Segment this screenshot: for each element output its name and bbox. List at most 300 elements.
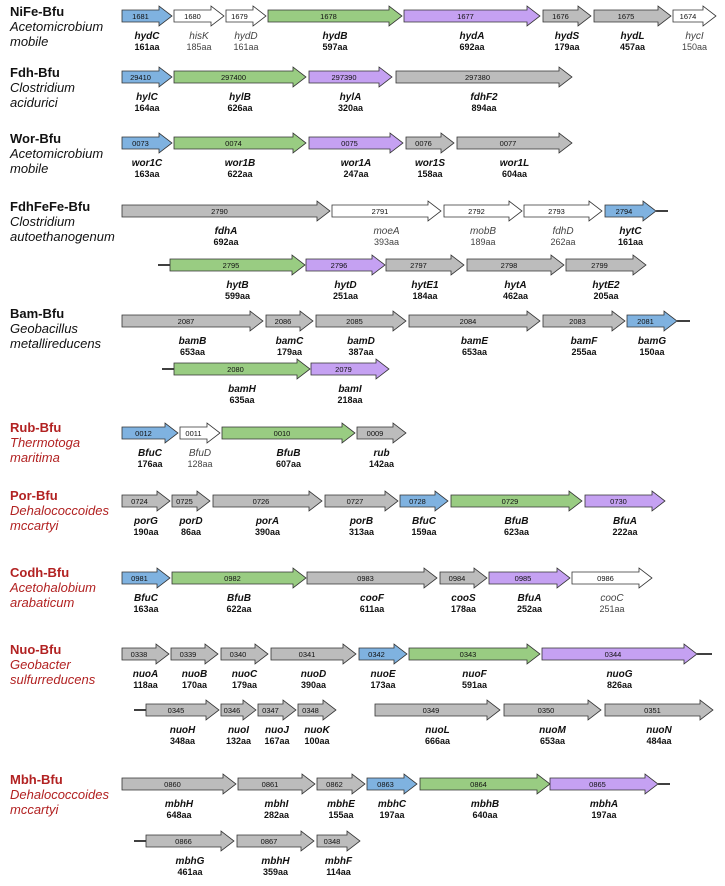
gene-name: nuoM bbox=[539, 725, 566, 736]
gene-row bbox=[134, 831, 360, 877]
gene-hisK bbox=[174, 6, 224, 52]
gene-name: hytC bbox=[619, 226, 642, 237]
gene-locus-id: 0073 bbox=[132, 138, 149, 148]
gene-length: 247aa bbox=[343, 169, 369, 179]
gene-length: 163aa bbox=[133, 604, 159, 614]
gene-name: BfuC bbox=[134, 593, 158, 604]
gene-length: 170aa bbox=[181, 680, 208, 690]
gene-fdhD bbox=[524, 201, 602, 247]
gene-name: wor1C bbox=[131, 158, 163, 169]
organism-name: Acetomicrobium bbox=[10, 19, 104, 34]
gene-name: mobB bbox=[469, 226, 497, 237]
gene-name: mbhF bbox=[324, 856, 353, 867]
gene-porG bbox=[122, 491, 170, 537]
gene-row bbox=[122, 491, 665, 537]
gene-length: 626aa bbox=[227, 103, 253, 113]
gene-length: 653aa bbox=[461, 347, 488, 357]
gene-name: hytE2 bbox=[592, 280, 620, 291]
gene-locus-id: 0074 bbox=[225, 138, 242, 148]
gene-locus-id: 0339 bbox=[179, 649, 197, 659]
gene-row bbox=[122, 423, 406, 469]
gene-length: 604aa bbox=[501, 169, 528, 179]
gene-length: 222aa bbox=[612, 527, 638, 537]
gene-name: nuoL bbox=[425, 725, 450, 736]
operon-name: Wor-Bfu bbox=[10, 131, 62, 146]
gene-length: 252aa bbox=[516, 604, 543, 614]
gene-wor1S bbox=[406, 133, 454, 179]
gene-locus-id: 2086 bbox=[274, 316, 292, 326]
gene-nuoB bbox=[171, 644, 218, 690]
gene-locus-id: 297390 bbox=[331, 72, 357, 82]
gene-length: 205aa bbox=[593, 291, 619, 301]
gene-locus-id: 0730 bbox=[610, 496, 627, 506]
gene-length: 313aa bbox=[348, 527, 375, 537]
gene-locus-id: 0728 bbox=[409, 496, 426, 506]
gene-locus-id: 1678 bbox=[320, 11, 337, 21]
gene-nuoJ bbox=[258, 700, 296, 746]
gene-length: 132aa bbox=[225, 736, 252, 746]
gene-locus-id: 2799 bbox=[591, 260, 608, 270]
gene-name: mbhB bbox=[470, 799, 500, 810]
gene-length: 359aa bbox=[262, 867, 289, 877]
gene-name: hydD bbox=[234, 31, 258, 42]
gene-name: nuoF bbox=[462, 669, 487, 680]
gene-length: 150aa bbox=[681, 42, 708, 52]
organism-name: autoethanogenum bbox=[10, 229, 115, 244]
gene-BfuA bbox=[489, 568, 570, 614]
gene-locus-id: 0341 bbox=[298, 649, 316, 659]
gene-length: 607aa bbox=[275, 459, 302, 469]
gene-mbhI bbox=[238, 774, 315, 820]
gene-name: wor1A bbox=[340, 158, 372, 169]
gene-length: 390aa bbox=[254, 527, 281, 537]
gene-name: bamG bbox=[637, 336, 667, 347]
organism-name: Dehalococcoides bbox=[10, 787, 110, 802]
operon-rub-bfu bbox=[10, 420, 406, 469]
operon-name: FdhFeFe-Bfu bbox=[10, 199, 91, 214]
operon-fdhfefe-bfu bbox=[10, 199, 668, 301]
gene-name: bamC bbox=[275, 336, 304, 347]
gene-locus-id: 0725 bbox=[176, 496, 193, 506]
gene-locus-id: 1674 bbox=[679, 11, 697, 21]
gene-row bbox=[158, 255, 646, 301]
gene-locus-id: 0075 bbox=[341, 138, 358, 148]
gene-locus-id: 0011 bbox=[185, 428, 202, 438]
gene-hycI bbox=[673, 6, 716, 52]
gene-hydD bbox=[226, 6, 266, 52]
gene-length: 114aa bbox=[326, 867, 351, 877]
organism-name: mobile bbox=[10, 34, 49, 49]
gene-name: BfuB bbox=[504, 516, 529, 527]
gene-name: cooS bbox=[451, 593, 476, 604]
gene-length: 158aa bbox=[417, 169, 443, 179]
gene-BfuB bbox=[222, 423, 355, 469]
gene-hytE2 bbox=[566, 255, 646, 301]
gene-wor1L bbox=[457, 133, 572, 179]
gene-row bbox=[134, 700, 713, 746]
gene-nuoE bbox=[359, 644, 407, 690]
gene-fdhF2 bbox=[396, 67, 572, 113]
gene-length: 163aa bbox=[134, 169, 160, 179]
gene-locus-id: 0350 bbox=[537, 705, 555, 715]
gene-locus-id: 2081 bbox=[637, 316, 654, 326]
gene-name: BfuA bbox=[517, 593, 542, 604]
gene-locus-id: 0343 bbox=[459, 649, 477, 659]
gene-length: 150aa bbox=[639, 347, 665, 357]
gene-locus-id: 1676 bbox=[552, 11, 569, 21]
gene-BfuD bbox=[180, 423, 220, 469]
gene-bamG bbox=[627, 311, 677, 357]
gene-nuoA bbox=[122, 644, 169, 690]
gene-name: nuoG bbox=[606, 669, 633, 680]
gene-mbhE bbox=[317, 774, 365, 820]
gene-hydS bbox=[543, 6, 591, 52]
gene-name: wor1B bbox=[224, 158, 256, 169]
gene-name: hydL bbox=[620, 31, 645, 42]
gene-locus-id: 0727 bbox=[346, 496, 364, 506]
gene-hytC bbox=[605, 201, 656, 247]
gene-name: bamD bbox=[347, 336, 375, 347]
gene-wor1C bbox=[122, 133, 172, 179]
gene-locus-id: 29410 bbox=[130, 72, 151, 82]
gene-length: 189aa bbox=[470, 237, 496, 247]
gene-name: mbhH bbox=[261, 856, 290, 867]
gene-name: mbhI bbox=[264, 799, 289, 810]
gene-locus-id: 0347 bbox=[262, 705, 279, 715]
gene-length: 128aa bbox=[187, 459, 213, 469]
gene-length: 142aa bbox=[368, 459, 395, 469]
operon-nife-bfu bbox=[9, 4, 716, 52]
organism-name: Clostridium bbox=[10, 80, 76, 95]
gene-nuoL bbox=[375, 700, 500, 746]
organism-name: mccartyi bbox=[10, 518, 59, 533]
gene-length: 282aa bbox=[263, 810, 290, 820]
gene-locus-id: 2797 bbox=[410, 260, 427, 270]
gene-length: 184aa bbox=[412, 291, 438, 301]
organism-name: Geobacillus bbox=[10, 321, 78, 336]
gene-row bbox=[162, 359, 389, 405]
organism-name: mobile bbox=[10, 161, 49, 176]
gene-length: 457aa bbox=[619, 42, 646, 52]
gene-rub bbox=[357, 423, 406, 469]
gene-length: 255aa bbox=[571, 347, 597, 357]
gene-name: porD bbox=[179, 516, 203, 527]
gene-locus-id: 1680 bbox=[184, 11, 201, 21]
organism-name: mccartyi bbox=[10, 802, 59, 817]
gene-name: BfuC bbox=[412, 516, 436, 527]
operon-name: Codh-Bfu bbox=[10, 565, 70, 580]
gene-hydB bbox=[268, 6, 402, 52]
gene-mbhG bbox=[146, 831, 234, 877]
gene-locus-id: 0863 bbox=[377, 779, 394, 789]
gene-name: hytE1 bbox=[411, 280, 439, 291]
gene-locus-id: 0338 bbox=[130, 649, 148, 659]
gene-name: mbhH bbox=[164, 799, 194, 810]
gene-length: 622aa bbox=[226, 604, 252, 614]
gene-hytB bbox=[170, 255, 305, 301]
gene-moeA bbox=[332, 201, 441, 247]
gene-length: 173aa bbox=[370, 680, 396, 690]
gene-length: 262aa bbox=[550, 237, 576, 247]
gene-name: hylA bbox=[339, 92, 362, 103]
gene-name: fdhD bbox=[552, 226, 574, 237]
gene-bamF bbox=[543, 311, 625, 357]
organism-name: maritima bbox=[10, 450, 60, 465]
gene-length: 387aa bbox=[348, 347, 374, 357]
gene-name: nuoB bbox=[181, 669, 208, 680]
organism-name: acidurici bbox=[10, 95, 58, 110]
gene-length: 179aa bbox=[276, 347, 303, 357]
gene-locus-id: 0981 bbox=[131, 573, 148, 583]
operon-name: Bam-Bfu bbox=[10, 306, 65, 321]
gene-locus-id: 2790 bbox=[211, 206, 228, 216]
gene-length: 118aa bbox=[133, 680, 158, 690]
gene-length: 894aa bbox=[471, 103, 497, 113]
gene-locus-id: 0862 bbox=[326, 779, 343, 789]
gene-mbhF bbox=[317, 831, 360, 877]
gene-length: 692aa bbox=[213, 237, 239, 247]
gene-row bbox=[122, 568, 652, 614]
gene-name: nuoH bbox=[169, 725, 196, 736]
gene-length: 390aa bbox=[300, 680, 327, 690]
gene-name: hydA bbox=[459, 31, 485, 42]
gene-locus-id: 0866 bbox=[175, 836, 192, 846]
gene-nuoI bbox=[221, 700, 256, 746]
gene-cooF bbox=[307, 568, 437, 614]
gene-hytE1 bbox=[386, 255, 464, 301]
gene-length: 461aa bbox=[177, 867, 203, 877]
gene-locus-id: 2083 bbox=[569, 316, 586, 326]
gene-nuoG bbox=[542, 644, 697, 690]
gene-BfuB bbox=[451, 491, 582, 537]
gene-BfuC bbox=[122, 568, 170, 614]
gene-name: nuoD bbox=[300, 669, 327, 680]
gene-fdhA bbox=[122, 201, 330, 247]
gene-row bbox=[122, 133, 572, 179]
gene-bamB bbox=[122, 311, 263, 357]
operon-codh-bfu bbox=[9, 565, 652, 614]
organism-name: Acetohalobium bbox=[10, 580, 96, 595]
gene-name: mbhG bbox=[175, 856, 205, 867]
gene-name: BfuC bbox=[138, 448, 162, 459]
gene-length: 197aa bbox=[591, 810, 617, 820]
gene-row bbox=[122, 774, 670, 820]
gene-porA bbox=[213, 491, 322, 537]
gene-row bbox=[122, 201, 668, 247]
gene-locus-id: 0345 bbox=[167, 705, 185, 715]
gene-name: hisK bbox=[189, 31, 209, 42]
gene-locus-id: 0346 bbox=[223, 705, 241, 715]
gene-mobB bbox=[444, 201, 522, 247]
gene-name: BfuB bbox=[227, 593, 251, 604]
organism-name: sulfurreducens bbox=[10, 672, 96, 687]
gene-BfuB bbox=[172, 568, 306, 614]
gene-locus-id: 0985 bbox=[514, 573, 532, 583]
operon-name: Fdh-Bfu bbox=[10, 65, 60, 80]
gene-locus-id: 0349 bbox=[422, 705, 440, 715]
gene-length: 640aa bbox=[472, 810, 498, 820]
operon-wor-bfu bbox=[9, 131, 572, 179]
operon-fdh-bfu bbox=[10, 65, 572, 113]
gene-length: 591aa bbox=[461, 680, 488, 690]
gene-length: 666aa bbox=[424, 736, 451, 746]
gene-name: nuoN bbox=[646, 725, 672, 736]
gene-hydA bbox=[404, 6, 540, 52]
gene-locus-id: 297380 bbox=[464, 72, 491, 82]
gene-porB bbox=[325, 491, 398, 537]
gene-bamD bbox=[316, 311, 406, 357]
gene-locus-id: 0984 bbox=[448, 573, 466, 583]
gene-length: 161aa bbox=[617, 237, 644, 247]
gene-row bbox=[122, 6, 716, 52]
gene-bamC bbox=[266, 311, 313, 357]
operon-por-bfu bbox=[10, 488, 665, 537]
gene-name: nuoC bbox=[231, 669, 258, 680]
gene-name: hycI bbox=[685, 31, 704, 42]
gene-name: bamI bbox=[338, 384, 362, 395]
gene-locus-id: 297400 bbox=[220, 72, 247, 82]
gene-name: BfuB bbox=[276, 448, 301, 459]
gene-row bbox=[122, 67, 572, 113]
gene-length: 393aa bbox=[373, 237, 400, 247]
gene-wor1A bbox=[309, 133, 403, 179]
gene-name: mbhA bbox=[589, 799, 619, 810]
gene-BfuC bbox=[122, 423, 178, 469]
gene-bamI bbox=[311, 359, 389, 405]
gene-name: cooF bbox=[360, 593, 384, 604]
gene-locus-id: 0986 bbox=[597, 573, 614, 583]
gene-name: hydS bbox=[554, 31, 580, 42]
organism-name: Thermotoga bbox=[10, 435, 81, 450]
gene-mbhB bbox=[420, 774, 550, 820]
gene-locus-id: 0009 bbox=[366, 428, 384, 438]
gene-name: nuoA bbox=[132, 669, 159, 680]
gene-locus-id: 0348 bbox=[323, 836, 341, 846]
gene-length: 692aa bbox=[459, 42, 485, 52]
gene-hytD bbox=[306, 255, 385, 301]
gene-name: wor1S bbox=[414, 158, 446, 169]
gene-cooS bbox=[440, 568, 487, 614]
gene-mbhH bbox=[122, 774, 236, 820]
gene-locus-id: 0077 bbox=[499, 138, 517, 148]
gene-length: 653aa bbox=[539, 736, 566, 746]
gene-name: porB bbox=[349, 516, 374, 527]
gene-length: 185aa bbox=[186, 42, 212, 52]
gene-length: 86aa bbox=[180, 527, 202, 537]
gene-length: 597aa bbox=[322, 42, 348, 52]
gene-locus-id: 2079 bbox=[335, 364, 352, 374]
gene-name: bamF bbox=[570, 336, 598, 347]
gene-length: 179aa bbox=[231, 680, 258, 690]
gene-locus-id: 0344 bbox=[604, 649, 622, 659]
organism-name: Acetomicrobium bbox=[10, 146, 104, 161]
gene-mbhC bbox=[367, 774, 417, 820]
gene-locus-id: 2080 bbox=[227, 364, 244, 374]
gene-locus-id: 2794 bbox=[615, 206, 633, 216]
gene-length: 623aa bbox=[503, 527, 530, 537]
gene-length: 190aa bbox=[133, 527, 159, 537]
gene-name: hylC bbox=[136, 92, 158, 103]
gene-locus-id: 2795 bbox=[222, 260, 240, 270]
gene-name: hylB bbox=[229, 92, 251, 103]
gene-row bbox=[122, 644, 712, 690]
operon-nuo-bfu bbox=[10, 642, 713, 746]
gene-locus-id: 2796 bbox=[330, 260, 348, 270]
gene-name: hytD bbox=[334, 280, 357, 291]
gene-locus-id: 0342 bbox=[368, 649, 385, 659]
gene-length: 622aa bbox=[227, 169, 253, 179]
organism-name: metallireducens bbox=[10, 336, 102, 351]
gene-name: hydB bbox=[322, 31, 348, 42]
gene-length: 348aa bbox=[169, 736, 196, 746]
operon-mbh-bfu bbox=[10, 772, 670, 877]
gene-name: bamE bbox=[460, 336, 489, 347]
gene-locus-id: 0724 bbox=[131, 496, 148, 506]
gene-row bbox=[122, 311, 690, 357]
organism-name: arabaticum bbox=[10, 595, 75, 610]
gene-locus-id: 1681 bbox=[132, 11, 149, 21]
gene-length: 648aa bbox=[166, 810, 192, 820]
gene-name: BfuA bbox=[613, 516, 637, 527]
gene-locus-id: 0726 bbox=[252, 496, 270, 506]
gene-hylA bbox=[309, 67, 392, 113]
gene-name: nuoI bbox=[227, 725, 250, 736]
gene-bamH bbox=[174, 359, 310, 405]
operon-bam-bfu bbox=[10, 306, 690, 405]
gene-length: 164aa bbox=[134, 103, 160, 113]
gene-hylC bbox=[122, 67, 172, 113]
gene-porD bbox=[172, 491, 210, 537]
gene-name: mbhE bbox=[327, 799, 355, 810]
gene-name: fdhF2 bbox=[470, 92, 498, 103]
gene-name: nuoK bbox=[304, 725, 330, 736]
gene-name: hytB bbox=[226, 280, 249, 291]
gene-name: mbhC bbox=[377, 799, 407, 810]
gene-wor1B bbox=[174, 133, 306, 179]
gene-length: 320aa bbox=[337, 103, 364, 113]
gene-name: bamH bbox=[228, 384, 256, 395]
gene-BfuC bbox=[400, 491, 448, 537]
gene-nuoC bbox=[221, 644, 268, 690]
gene-mbhA bbox=[550, 774, 658, 820]
gene-name: cooC bbox=[600, 593, 624, 604]
gene-name: nuoJ bbox=[265, 725, 289, 736]
gene-locus-id: 2085 bbox=[346, 316, 363, 326]
operon-name: Mbh-Bfu bbox=[10, 772, 63, 787]
gene-locus-id: 0076 bbox=[415, 138, 432, 148]
gene-locus-id: 2084 bbox=[459, 316, 477, 326]
gene-length: 197aa bbox=[379, 810, 405, 820]
gene-hylB bbox=[174, 67, 306, 113]
gene-length: 635aa bbox=[229, 395, 255, 405]
gene-BfuA bbox=[585, 491, 665, 537]
gene-locus-id: 0010 bbox=[273, 428, 291, 438]
gene-length: 251aa bbox=[599, 604, 625, 614]
gene-length: 159aa bbox=[411, 527, 437, 537]
gene-length: 155aa bbox=[328, 810, 354, 820]
gene-locus-id: 0351 bbox=[644, 705, 661, 715]
gene-length: 161aa bbox=[134, 42, 160, 52]
gene-hytA bbox=[467, 255, 564, 301]
gene-locus-id: 1679 bbox=[231, 11, 248, 21]
gene-nuoK bbox=[298, 700, 336, 746]
gene-locus-id: 0348 bbox=[302, 705, 319, 715]
organism-name: Dehalococcoides bbox=[10, 503, 110, 518]
gene-name: hydC bbox=[134, 31, 160, 42]
gene-nuoN bbox=[605, 700, 713, 746]
gene-name: BfuD bbox=[188, 448, 212, 459]
gene-length: 653aa bbox=[179, 347, 206, 357]
